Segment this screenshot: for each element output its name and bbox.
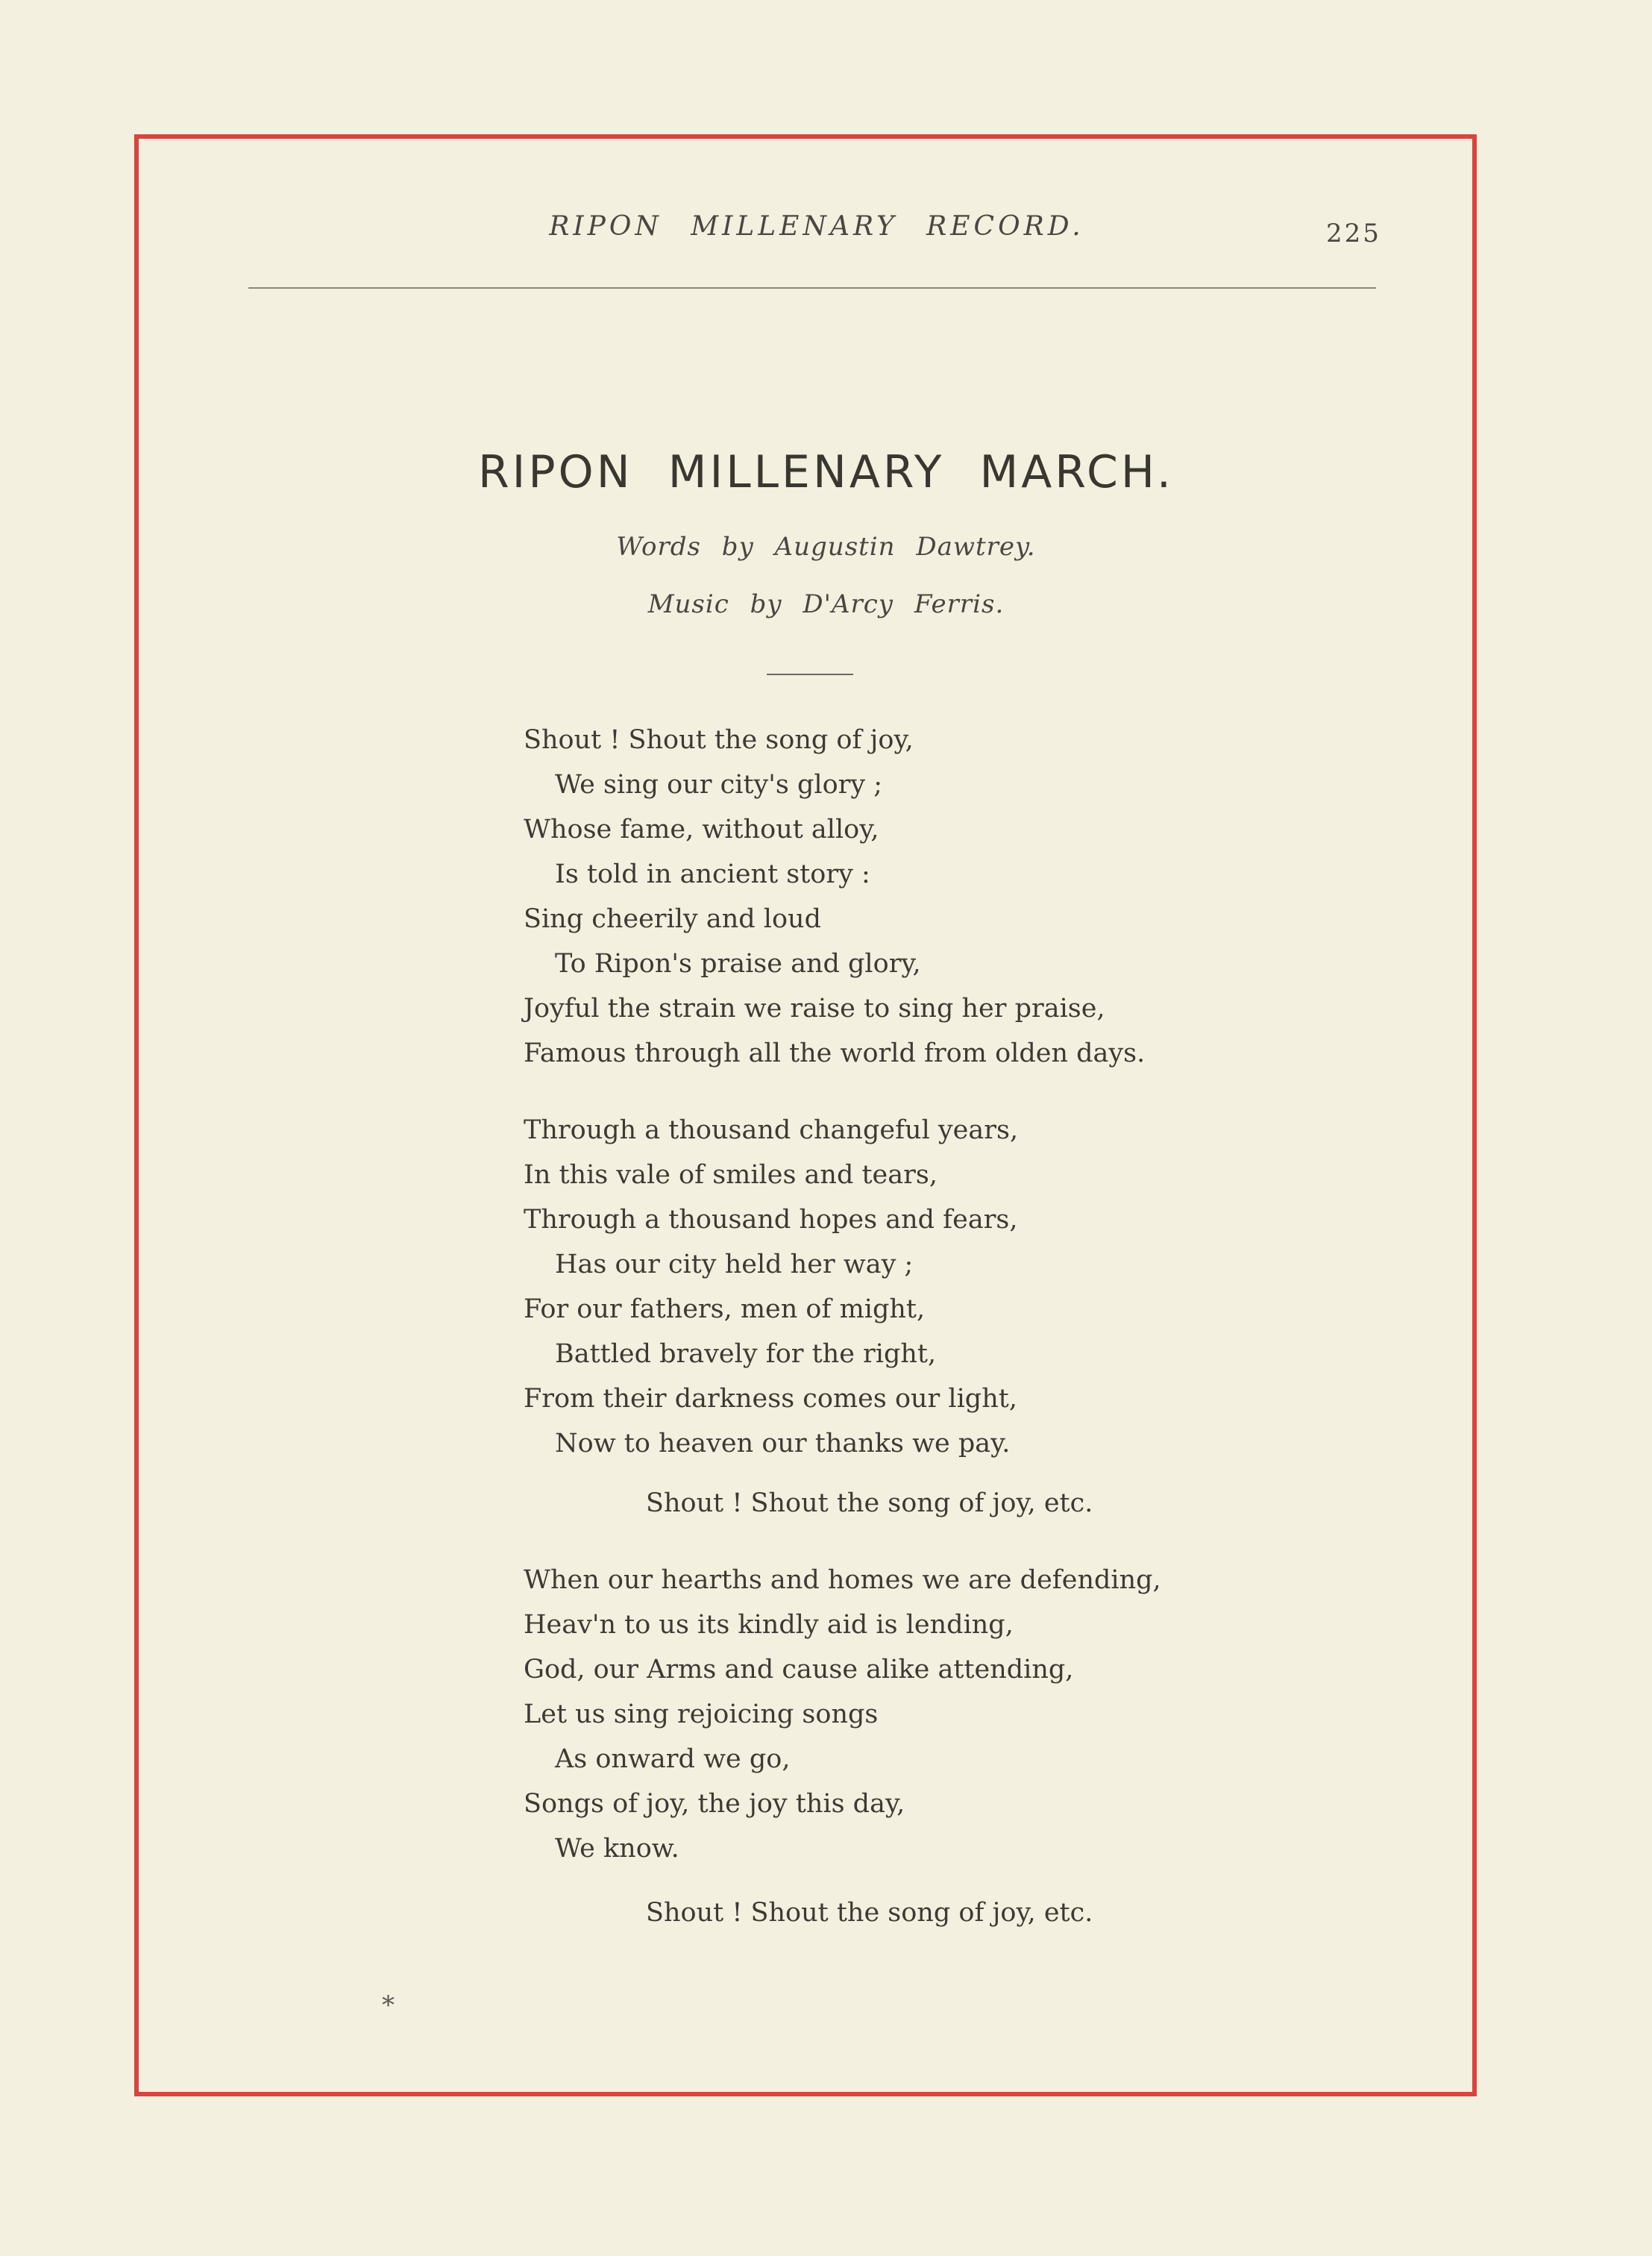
stanza-line: Through a thousand changeful years,: [524, 1115, 1019, 1145]
stanza-2: [524, 1108, 1419, 1466]
stanza-line: Whose fame, without alloy,: [524, 815, 879, 845]
refrain-line: Shout ! Shout the song of joy, etc.: [646, 1898, 1093, 1928]
stanza-line: Shout ! Shout the song of joy,: [524, 725, 914, 755]
stanza-line: Has our city held her way ;: [555, 1250, 914, 1279]
stanza-line: Famous through all the world from olden days.: [524, 1038, 1146, 1068]
stanza-line: Sing cheerily and loud: [524, 904, 821, 934]
stanza-line: Through a thousand hopes and fears,: [524, 1205, 1018, 1235]
stanza-line: Heav'n to us its kindly aid is lending,: [524, 1610, 1014, 1640]
stanza-line: To Ripon's praise and glory,: [555, 949, 921, 979]
stanza-line: We sing our city's glory ;: [555, 770, 883, 800]
stanza-line: When our hearths and homes we are defending,: [524, 1565, 1161, 1595]
header-rule: [248, 287, 1376, 289]
stanza-line: For our fathers, men of might,: [524, 1294, 926, 1324]
refrain-line: Shout ! Shout the song of joy, etc.: [646, 1488, 1093, 1518]
stanza-line: Battled bravely for the right,: [555, 1339, 937, 1369]
stanza-line: Songs of joy, the joy this day,: [524, 1789, 905, 1819]
title-divider: [767, 674, 853, 675]
stanza-line: God, our Arms and cause alike attending,: [524, 1655, 1074, 1685]
stanza-1: [524, 718, 1419, 1076]
stanza-line: We know.: [555, 1834, 679, 1864]
stanza-line: Now to heaven our thanks we pay.: [555, 1429, 1011, 1458]
stanza-line: Joyful the strain we raise to sing her praise,: [524, 994, 1105, 1024]
words-credit: Words by Augustin Dawtrey.: [616, 532, 1036, 562]
running-head: [0, 211, 1652, 256]
stanza-line: In this vale of smiles and tears,: [524, 1160, 938, 1190]
footer-asterisk: *: [382, 1990, 395, 2020]
stanza-line: Is told in ancient story :: [555, 859, 870, 889]
poem-title: RIPON MILLENARY MARCH.: [477, 446, 1175, 498]
music-credit: Music by D'Arcy Ferris.: [647, 589, 1005, 619]
page-number: 225: [1326, 219, 1381, 248]
stanza-line: From their darkness comes our light,: [524, 1384, 1017, 1414]
stanza-3: [524, 1558, 1419, 1871]
running-title: RIPON MILLENARY RECORD.: [549, 211, 1084, 242]
stanza-line: Let us sing rejoicing songs: [524, 1699, 879, 1729]
stanza-line: As onward we go,: [555, 1744, 791, 1774]
